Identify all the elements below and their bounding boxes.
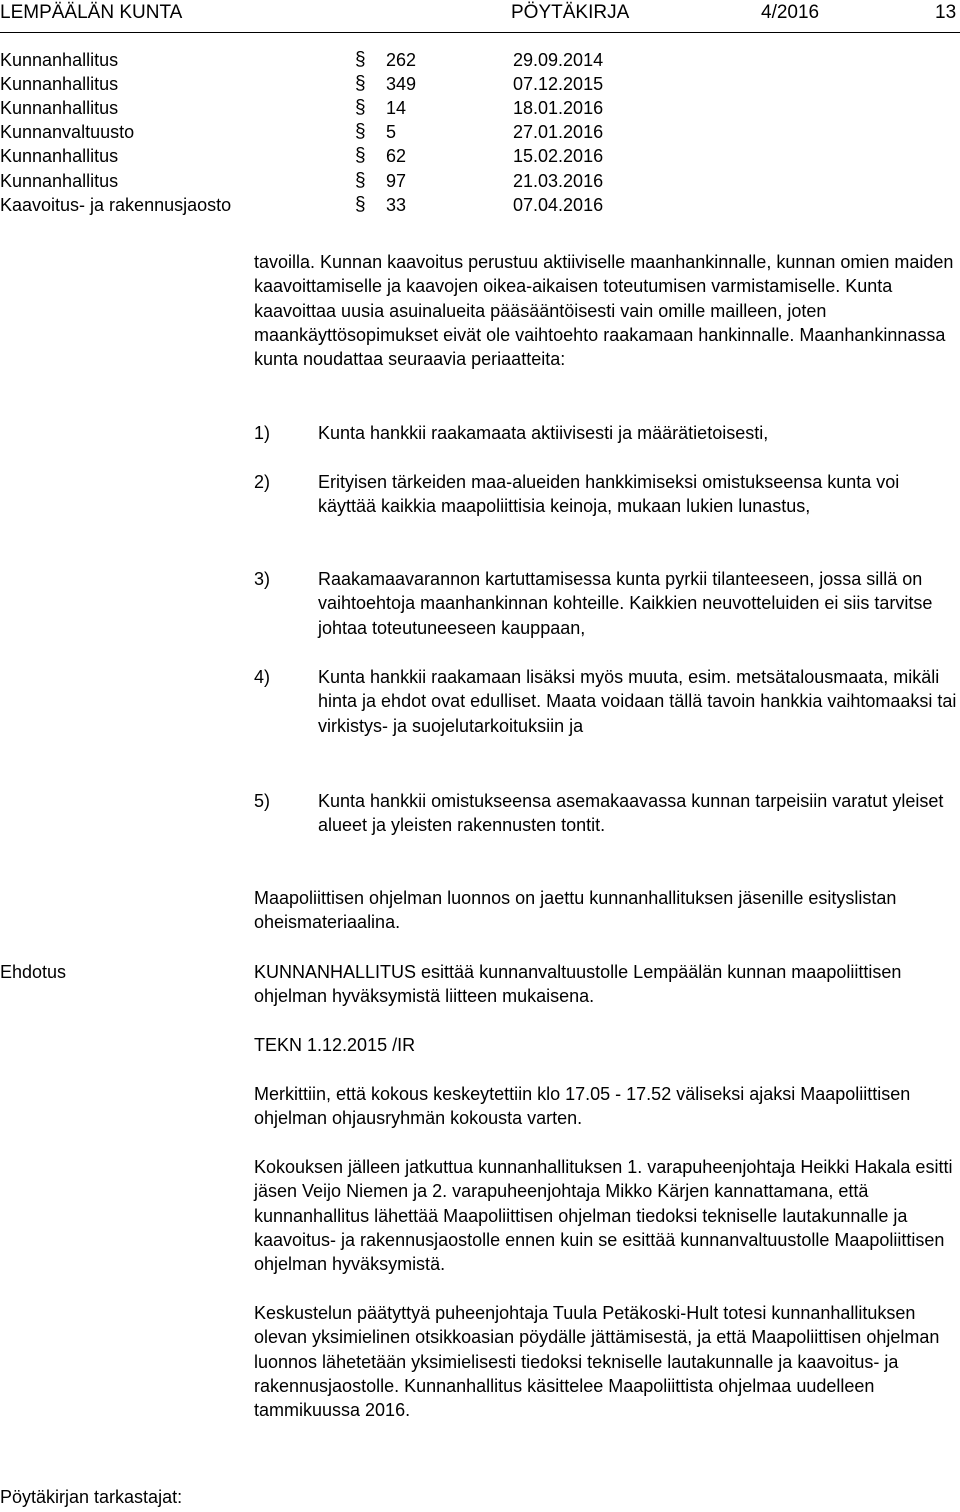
section-sign: § [355,145,366,166]
list-item-text: Erityisen tärkeiden maa-alueiden hankkimiseksi omistukseensa kunta voi käyttää kaikkia maapoliittisia keinoja, mukaan lukien lunastus, [318,472,900,517]
history-date: 07.04.2016 [513,195,604,215]
history-date: 21.03.2016 [513,171,604,191]
history-row [0,171,960,195]
section-sign: § [355,194,366,215]
history-date: 27.01.2016 [513,122,604,142]
history-body: Kunnanhallitus [0,74,119,94]
history-body: Kaavoitus- ja rakennusjaosto [0,195,232,215]
history-date: 29.09.2014 [513,50,604,70]
minutes-paragraph: Keskustelun päätyttyä puheenjohtaja Tuula Petäkoski-Hult totesi kunnanhallituksen olevan yksimielinen otsikkoasian pöydälle jättämisestä, ja että Maapoliittisen ohjelman luonnos lähetetään yksimielisesti tiedoksi tekniselle lautakunnalle ja kaavoitus- ja rakennusjaostolle. Kunnanhallitus käsittelee Maapoliittista ohjelmaa uudelleen tammikuussa 2016. [254,1303,940,1421]
section-sign: § [355,73,366,94]
proposal-reference: TEKN 1.12.2015 /IR [254,1035,416,1055]
header-rule [0,32,960,33]
list-item-number: 3) [254,569,271,589]
section-sign: § [355,170,366,191]
history-row [0,195,960,219]
history-row [0,146,960,170]
proposal-text: KUNNANHALLITUS esittää kunnanvaltuustolle Lempäälän kunnan maapoliittisen ohjelman hyväksymistä liitteen mukaisena. [254,962,902,1007]
draft-note: Maapoliittisen ohjelman luonnos on jaettu kunnanhallituksen jäsenille esityslistan oheismateriaalina. [254,888,897,933]
list-item-text: Kunta hankkii omistukseensa asemakaavassa kunnan tarpeisiin varatut yleiset alueet ja yleisten rakennusten tontit. [318,791,944,836]
history-row [0,50,960,74]
history-body: Kunnanvaltuusto [0,122,135,142]
section-sign: § [355,97,366,118]
history-row [0,74,960,98]
history-number: 14 [386,98,407,118]
history-date: 07.12.2015 [513,74,604,94]
minutes-inspectors-label: Pöytäkirjan tarkastajat: [0,1487,183,1507]
list-item-number: 5) [254,791,271,811]
history-number: 262 [386,50,417,70]
history-body: Kunnanhallitus [0,146,119,166]
list-item-number: 1) [254,423,271,443]
organization-name: LEMPÄÄLÄN KUNTA [0,2,183,23]
history-row [0,122,960,146]
proposal-label: Ehdotus [0,962,67,982]
history-body: Kunnanhallitus [0,50,119,70]
history-row [0,98,960,122]
list-item-text: Kunta hankkii raakamaata aktiivisesti ja määrätietoisesti, [318,423,769,443]
history-body: Kunnanhallitus [0,98,119,118]
history-date: 15.02.2016 [513,146,604,166]
section-sign: § [355,49,366,70]
history-body: Kunnanhallitus [0,171,119,191]
list-item-text: Kunta hankkii raakamaan lisäksi myös muuta, esim. metsätalousmaata, mikäli hinta ja ehdot ovat edulliset. Maata voidaan tällä tavoin hankkia vaihtomaaksi tai virkistys- ja suojelutarkoituksiin ja [318,667,957,736]
list-item-text: Raakamaavarannon kartuttamisessa kunta pyrkii tilanteeseen, jossa sillä on vaihtoehtoja maanhankinnan kohteille. Kaikkien neuvotteluiden ei siis tarvitse johtaa toteutuneeseen kauppaan, [318,569,933,638]
minutes-paragraph: Kokouksen jälleen jatkuttua kunnanhallituksen 1. varapuheenjohtaja Heikki Hakala esitti jäsen Veijo Niemen ja 2. varapuheenjohtaja Mikko Kärjen kannattamana, että kunnanhallitus lähettää Maapoliittisen ohjelman tiedoksi tekniselle lautakunnalle ja kaavoitus- ja rakennusjaostolle ennen kuin se esittää kunnanvaltuustolle Maapoliittisen ohjelman hyväksymistä. [254,1157,953,1275]
history-number: 349 [386,74,417,94]
list-item-number: 4) [254,667,271,687]
issue-number: 4/2016 [761,2,820,23]
history-number: 5 [386,122,397,142]
minutes-paragraph: Merkittiin, että kokous keskeytettiin klo 17.05 - 17.52 väliseksi ajaksi Maapoliittisen ohjelman ohjausryhmän kokousta varten. [254,1084,911,1129]
document-type: PÖYTÄKIRJA [511,2,630,23]
page-number: 13 [935,2,957,23]
list-item-number: 2) [254,472,271,492]
history-number: 97 [386,171,407,191]
history-date: 18.01.2016 [513,98,604,118]
history-number: 62 [386,146,407,166]
section-sign: § [355,121,366,142]
history-number: 33 [386,195,407,215]
intro-paragraph: tavoilla. Kunnan kaavoitus perustuu aktiiviselle maanhankinnalle, kunnan omien maiden kaavoittamiselle ja kaavojen oikea-aikaisen toteutumisen varmistamiselle. Kunta kaavoittaa uusia asuinalueita pääsääntöisesti vain omille mailleen, joten maankäyttösopimukset eivät ole vaihtoehto raakamaan hankinnalle. Maanhankinnassa kunta noudattaa seuraavia periaatteita: [254,252,954,370]
